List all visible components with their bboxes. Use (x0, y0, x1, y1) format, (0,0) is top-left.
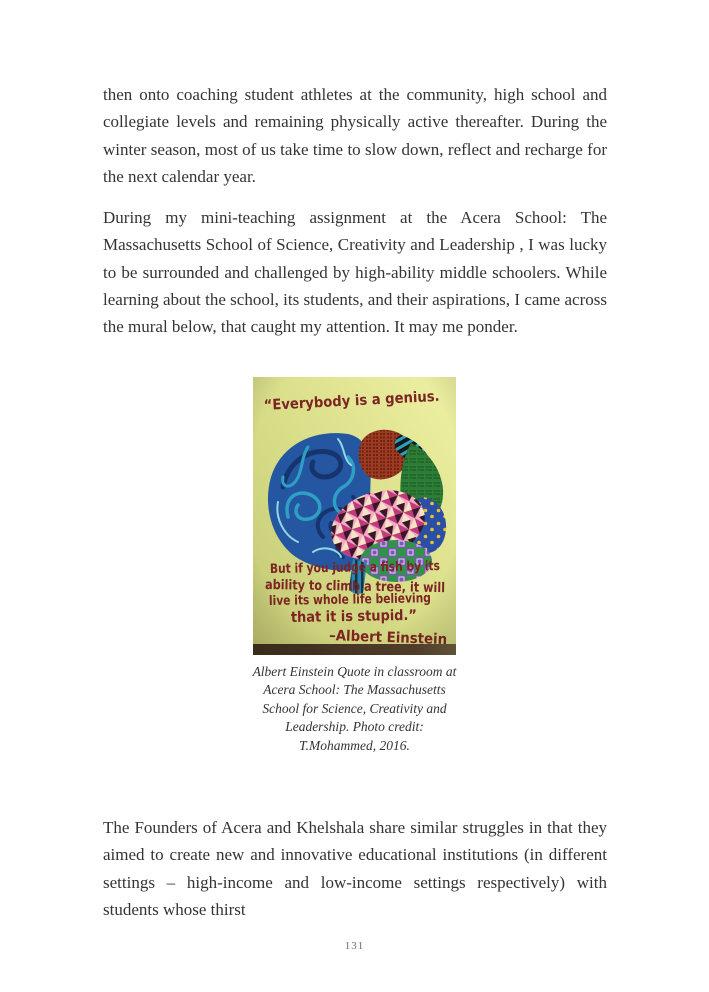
patterned-brain-painting (253, 377, 456, 655)
paragraph-founders: The Founders of Acera and Khelshala share similar struggles in that they aimed to create new and innovative educational institutions (in different settings – high-income and low-income settings respectively) with students whose thirst (103, 818, 607, 919)
paragraph-acera-school: During my mini-teaching assignment at the Acera School: The Massachusetts School of Science, Creativity and Leadership , I was lucky to be surrounded and challenged by high-ability middle schoolers. While learning about the school, its students, and their aspirations, I came across the mural below, that caught my attention. It may me ponder. (103, 208, 607, 337)
photo-vignette (253, 377, 456, 655)
page-number: 131 (344, 940, 365, 952)
figure-caption: Albert Einstein Quote in classroom at Acera School: The Massachusetts School for Science, Creativity and Leadership. Photo credit: T.Mohammed, 2016. (252, 664, 457, 753)
figure-mural-photo (253, 377, 456, 655)
paragraph-intro: then onto coaching student athletes at the community, high school and collegiate levels and remaining physically active thereafter. During the winter season, most of us take time to slow down, reflect and recharge for the next calendar year. (103, 85, 607, 186)
